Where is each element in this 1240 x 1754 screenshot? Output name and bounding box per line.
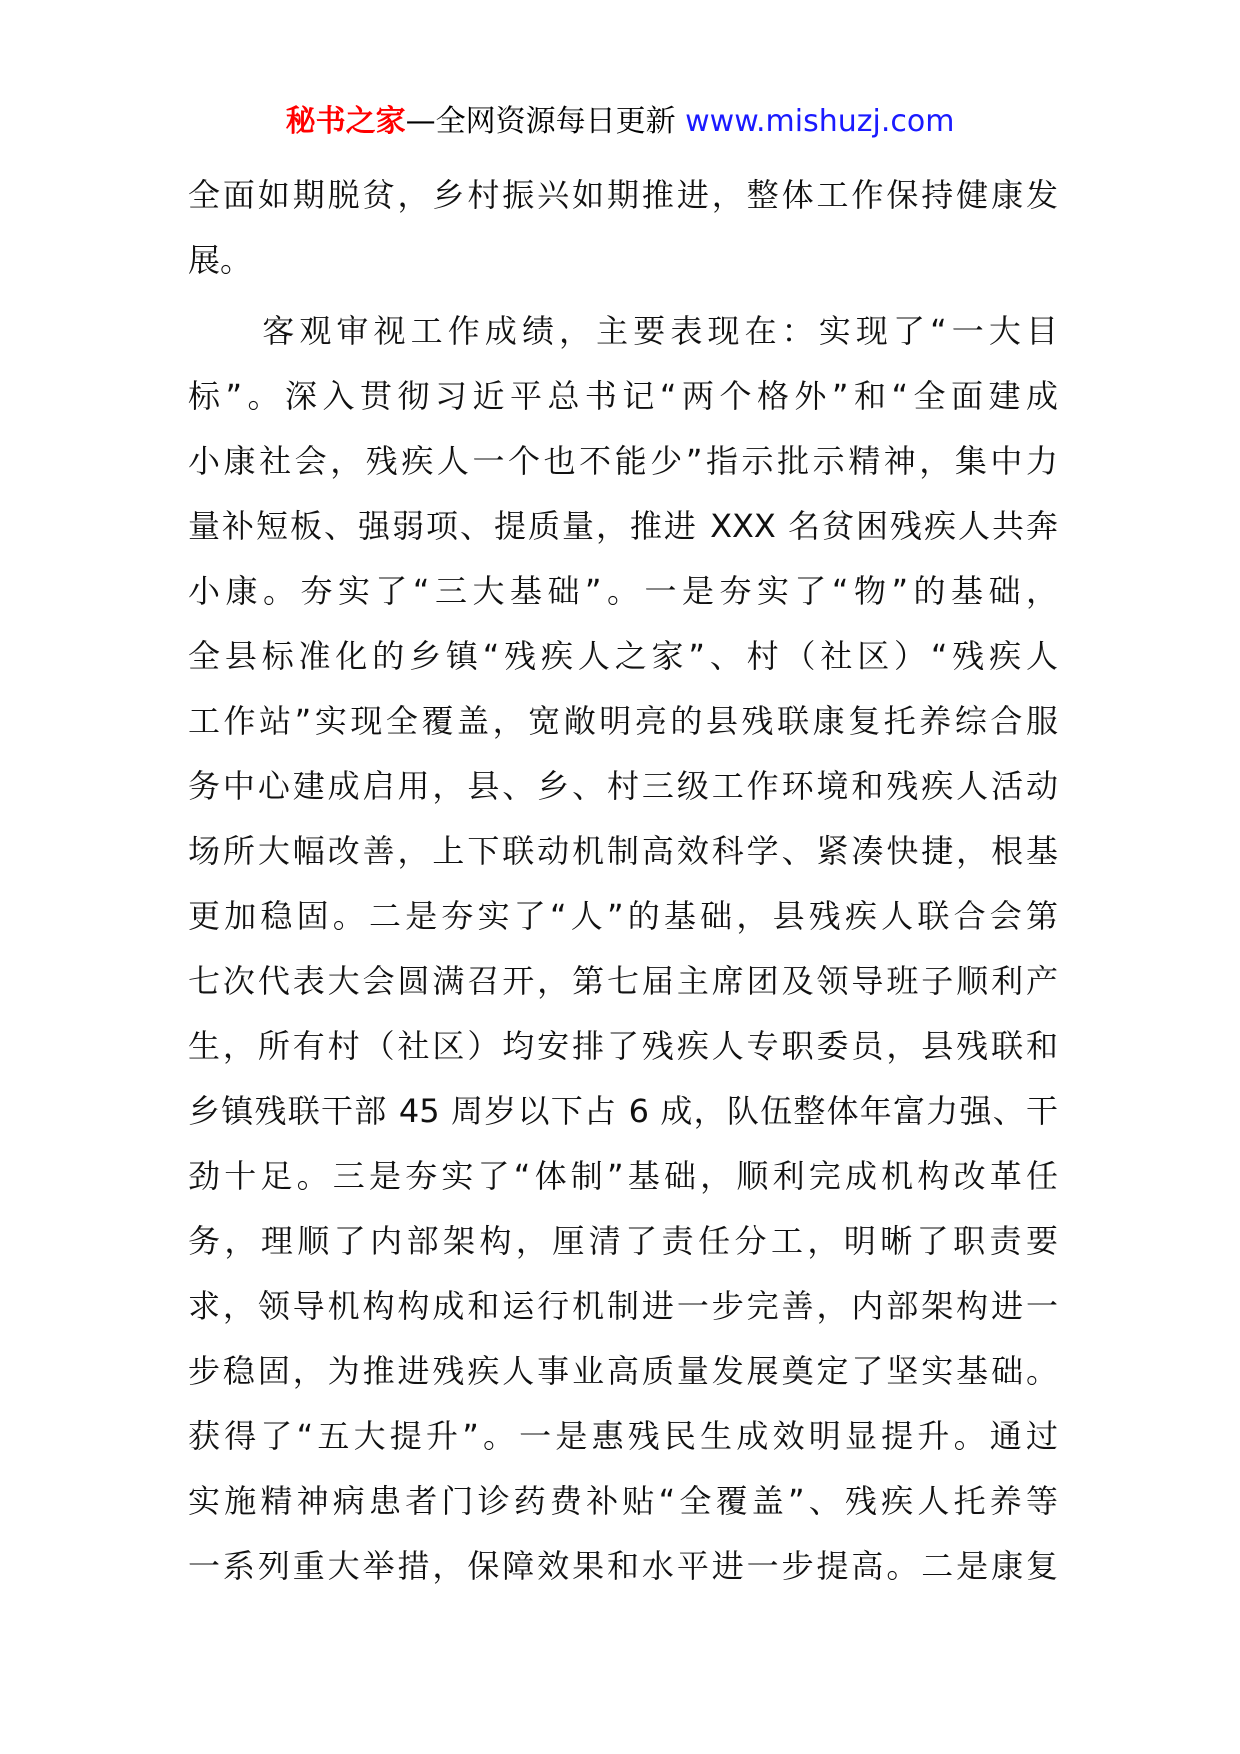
- text-line: 全面如期脱贫，乡村振兴如期推进，整体工作保持健康发: [188, 176, 1058, 214]
- text-line: 务中心建成启用，县、乡、村三级工作环境和残疾人活动: [188, 767, 1058, 805]
- site-brand: 秘书之家: [285, 104, 406, 139]
- text-line: 获得了“五大提升”。一是惠残民生成效明显提升。通过: [188, 1417, 1058, 1455]
- text-line: 乡镇残联干部 45 周岁以下占 6 成，队伍整体年富力强、干: [188, 1092, 1058, 1130]
- site-url-link[interactable]: www.mishuzj.com: [685, 104, 955, 139]
- text-line: 客观审视工作成绩，主要表现在：实现了“一大目: [188, 312, 1058, 350]
- text-line: 七次代表大会圆满召开，第七届主席团及领导班子顺利产: [188, 962, 1058, 1000]
- text-line: 劲十足。三是夯实了“体制”基础，顺利完成机构改革任: [188, 1157, 1058, 1195]
- text-line: 量补短板、强弱项、提质量，推进 XXX 名贫困残疾人共奔: [188, 507, 1058, 545]
- text-line: 小康社会，残疾人一个也不能少”指示批示精神，集中力: [188, 442, 1058, 480]
- document-body: [188, 163, 1058, 1599]
- text-line: 标”。深入贯彻习近平总书记“两个格外”和“全面建成: [188, 377, 1058, 415]
- text-line: 全县标准化的乡镇“残疾人之家”、村（社区）“残疾人: [188, 637, 1058, 675]
- text-line: 求，领导机构构成和运行机制进一步完善，内部架构进一: [188, 1287, 1058, 1325]
- text-line: 务，理顺了内部架构，厘清了责任分工，明晰了职责要: [188, 1222, 1058, 1260]
- text-line: 生，所有村（社区）均安排了残疾人专职委员，县残联和: [188, 1027, 1058, 1065]
- text-line: 场所大幅改善，上下联动机制高效科学、紧凑快捷，根基: [188, 832, 1058, 870]
- text-line: 步稳固，为推进残疾人事业高质量发展奠定了坚实基础。: [188, 1352, 1058, 1390]
- text-line: 工作站”实现全覆盖，宽敞明亮的县残联康复托养综合服: [188, 702, 1058, 740]
- site-tagline: —全网资源每日更新: [405, 104, 686, 139]
- page-header: [0, 100, 1240, 144]
- text-line: 更加稳固。二是夯实了“人”的基础，县残疾人联合会第: [188, 897, 1058, 935]
- text-line: 一系列重大举措，保障效果和水平进一步提高。二是康复: [188, 1547, 1058, 1585]
- text-line: 展。: [188, 241, 253, 279]
- text-line: 实施精神病患者门诊药费补贴“全覆盖”、残疾人托养等: [188, 1482, 1058, 1520]
- text-line: 小康。夯实了“三大基础”。一是夯实了“物”的基础，: [188, 572, 1058, 610]
